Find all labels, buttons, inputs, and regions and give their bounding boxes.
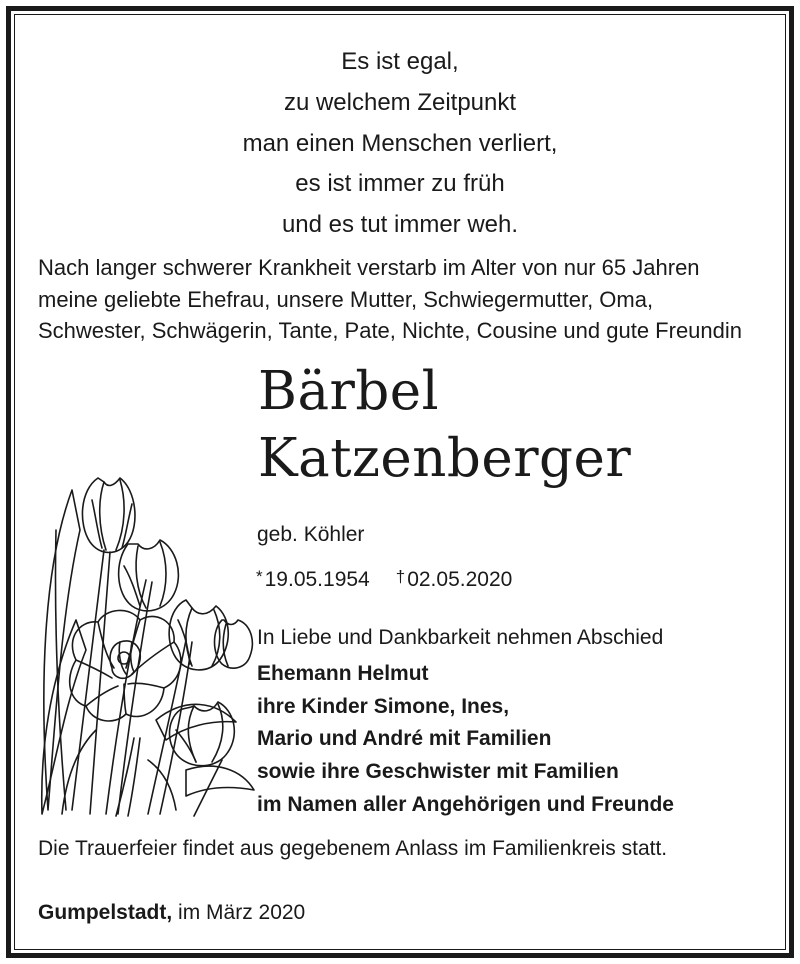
- mourner-line: sowie ihre Geschwister mit Familien: [257, 760, 619, 784]
- poem-line: Es ist egal,: [341, 48, 459, 75]
- mourner-line: Mario und André mit Familien: [257, 727, 552, 751]
- ceremony-note: Die Trauerfeier findet aus gegebenem Anlass im Familienkreis statt.: [38, 837, 668, 860]
- life-dates: [256, 566, 512, 595]
- announcement-line: Schwester, Schwägerin, Tante, Pate, Nichte, Cousine und gute Freundin: [38, 318, 743, 343]
- poem-line: zu welchem Zeitpunkt: [283, 88, 517, 116]
- tulip-bouquet-icon: [36, 470, 258, 818]
- deceased-name: [258, 358, 631, 492]
- last-name: Katzenberger: [258, 428, 632, 489]
- poem-line: es ist immer zu früh: [295, 170, 505, 198]
- place-date-line: [38, 898, 305, 928]
- birth-star-icon: *: [256, 567, 263, 586]
- death-date: 02.05.2020: [407, 568, 513, 591]
- place-name: Gumpelstadt,: [38, 901, 173, 924]
- birth-date: 19.05.1954: [264, 568, 370, 591]
- poem-line: und es tut immer weh.: [281, 211, 519, 239]
- poem-line: man einen Menschen verliert,: [242, 129, 558, 157]
- first-name: Bärbel: [258, 361, 440, 422]
- announcement-line: Nach langer schwerer Krankheit verstarb im Alter von nur 65 Jahren: [38, 255, 700, 280]
- announcement-line: meine geliebte Ehefrau, unsere Mutter, Schwiegermutter, Oma,: [38, 286, 654, 312]
- farewell-line: In Liebe und Dankbarkeit nehmen Abschied: [257, 626, 664, 649]
- mourner-line: im Namen aller Angehörigen und Freunde: [257, 792, 674, 816]
- memorial-poem: [0, 42, 800, 246]
- mourner-line: Ehemann Helmut: [257, 662, 429, 685]
- mourners-list: [257, 658, 674, 822]
- announcement-text: [38, 252, 768, 347]
- death-dagger-icon: †: [395, 567, 406, 586]
- mourner-line: ihre Kinder Simone, Ines,: [257, 694, 510, 718]
- notice-date: im März 2020: [178, 901, 306, 924]
- birth-name: geb. Köhler: [257, 523, 365, 546]
